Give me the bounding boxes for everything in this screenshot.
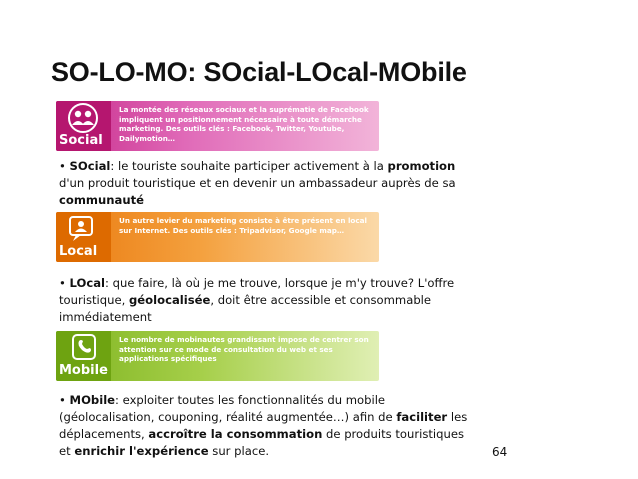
people-icon xyxy=(56,101,111,135)
mobile-bold-1: faciliter xyxy=(396,410,448,424)
social-banner-text: La montée des réseaux sociaux et la suprématie de Facebook impliquent un positionnement nécessaire à toute démarche marketing. Des outils clés : Facebook, Twitter, Youtube, Dailymotion… xyxy=(119,105,369,143)
local-text-1: : que faire, là où je me trouve, lorsque je m'y trouve? L'offre touristique, xyxy=(59,276,455,307)
mobile-badge-label: Mobile xyxy=(59,363,108,378)
bullet: • xyxy=(59,393,66,407)
mobile-badge xyxy=(56,331,111,381)
social-badge xyxy=(56,101,111,151)
term-mobile: MObile xyxy=(69,393,116,407)
mobile-bold-3: enrichir l'expérience xyxy=(74,444,209,458)
mobile-text-2: les déplacements, xyxy=(59,410,468,441)
mobile-bold-2: accroître la consommation xyxy=(148,427,323,441)
mobile-text-1: : exploiter toutes les fonctionnalités du mobile (géolocalisation, couponing, réalité augmentée…) afin de xyxy=(59,393,397,424)
local-banner-text: Un autre levier du marketing consiste à être présent en local sur Internet. Des outils clés : Tripadvisor, Google map… xyxy=(119,216,367,235)
term-local: LOcal xyxy=(69,276,106,290)
mobile-banner xyxy=(56,331,379,381)
mobile-text-3: de produits touristiques et xyxy=(59,427,465,458)
local-badge-label: Local xyxy=(59,244,98,259)
local-paragraph xyxy=(59,275,479,326)
social-bold-2: communauté xyxy=(59,193,144,207)
social-text-1: : le touriste souhaite participer activement à la xyxy=(110,159,388,173)
social-text-2: d'un produit touristique et en devenir un ambassadeur auprès de sa xyxy=(59,176,456,190)
slide-title: SO-LO-MO: SOcial-LOcal-MObile xyxy=(51,57,467,87)
social-banner xyxy=(56,101,379,151)
page-number: 64 xyxy=(492,445,508,459)
local-text-2: , doit être accessible et consommable immédiatement xyxy=(59,293,432,324)
social-bold-1: promotion xyxy=(387,159,456,173)
term-social: SOcial xyxy=(69,159,111,173)
local-bold-1: géolocalisée xyxy=(129,293,211,307)
local-banner xyxy=(56,212,379,262)
mobile-banner-text: Le nombre de mobinautes grandissant impose de centrer son attention sur ce mode de consultation du web et ses applications spécifiques xyxy=(119,335,369,363)
mobile-text-4: sur place. xyxy=(208,444,270,458)
map-pin-icon xyxy=(56,212,111,246)
local-badge xyxy=(56,212,111,262)
phone-icon xyxy=(56,331,111,365)
mobile-paragraph xyxy=(59,392,479,460)
bullet: • xyxy=(59,276,66,290)
social-paragraph xyxy=(59,158,479,209)
social-badge-label: Social xyxy=(59,133,103,148)
bullet: • xyxy=(59,159,66,173)
